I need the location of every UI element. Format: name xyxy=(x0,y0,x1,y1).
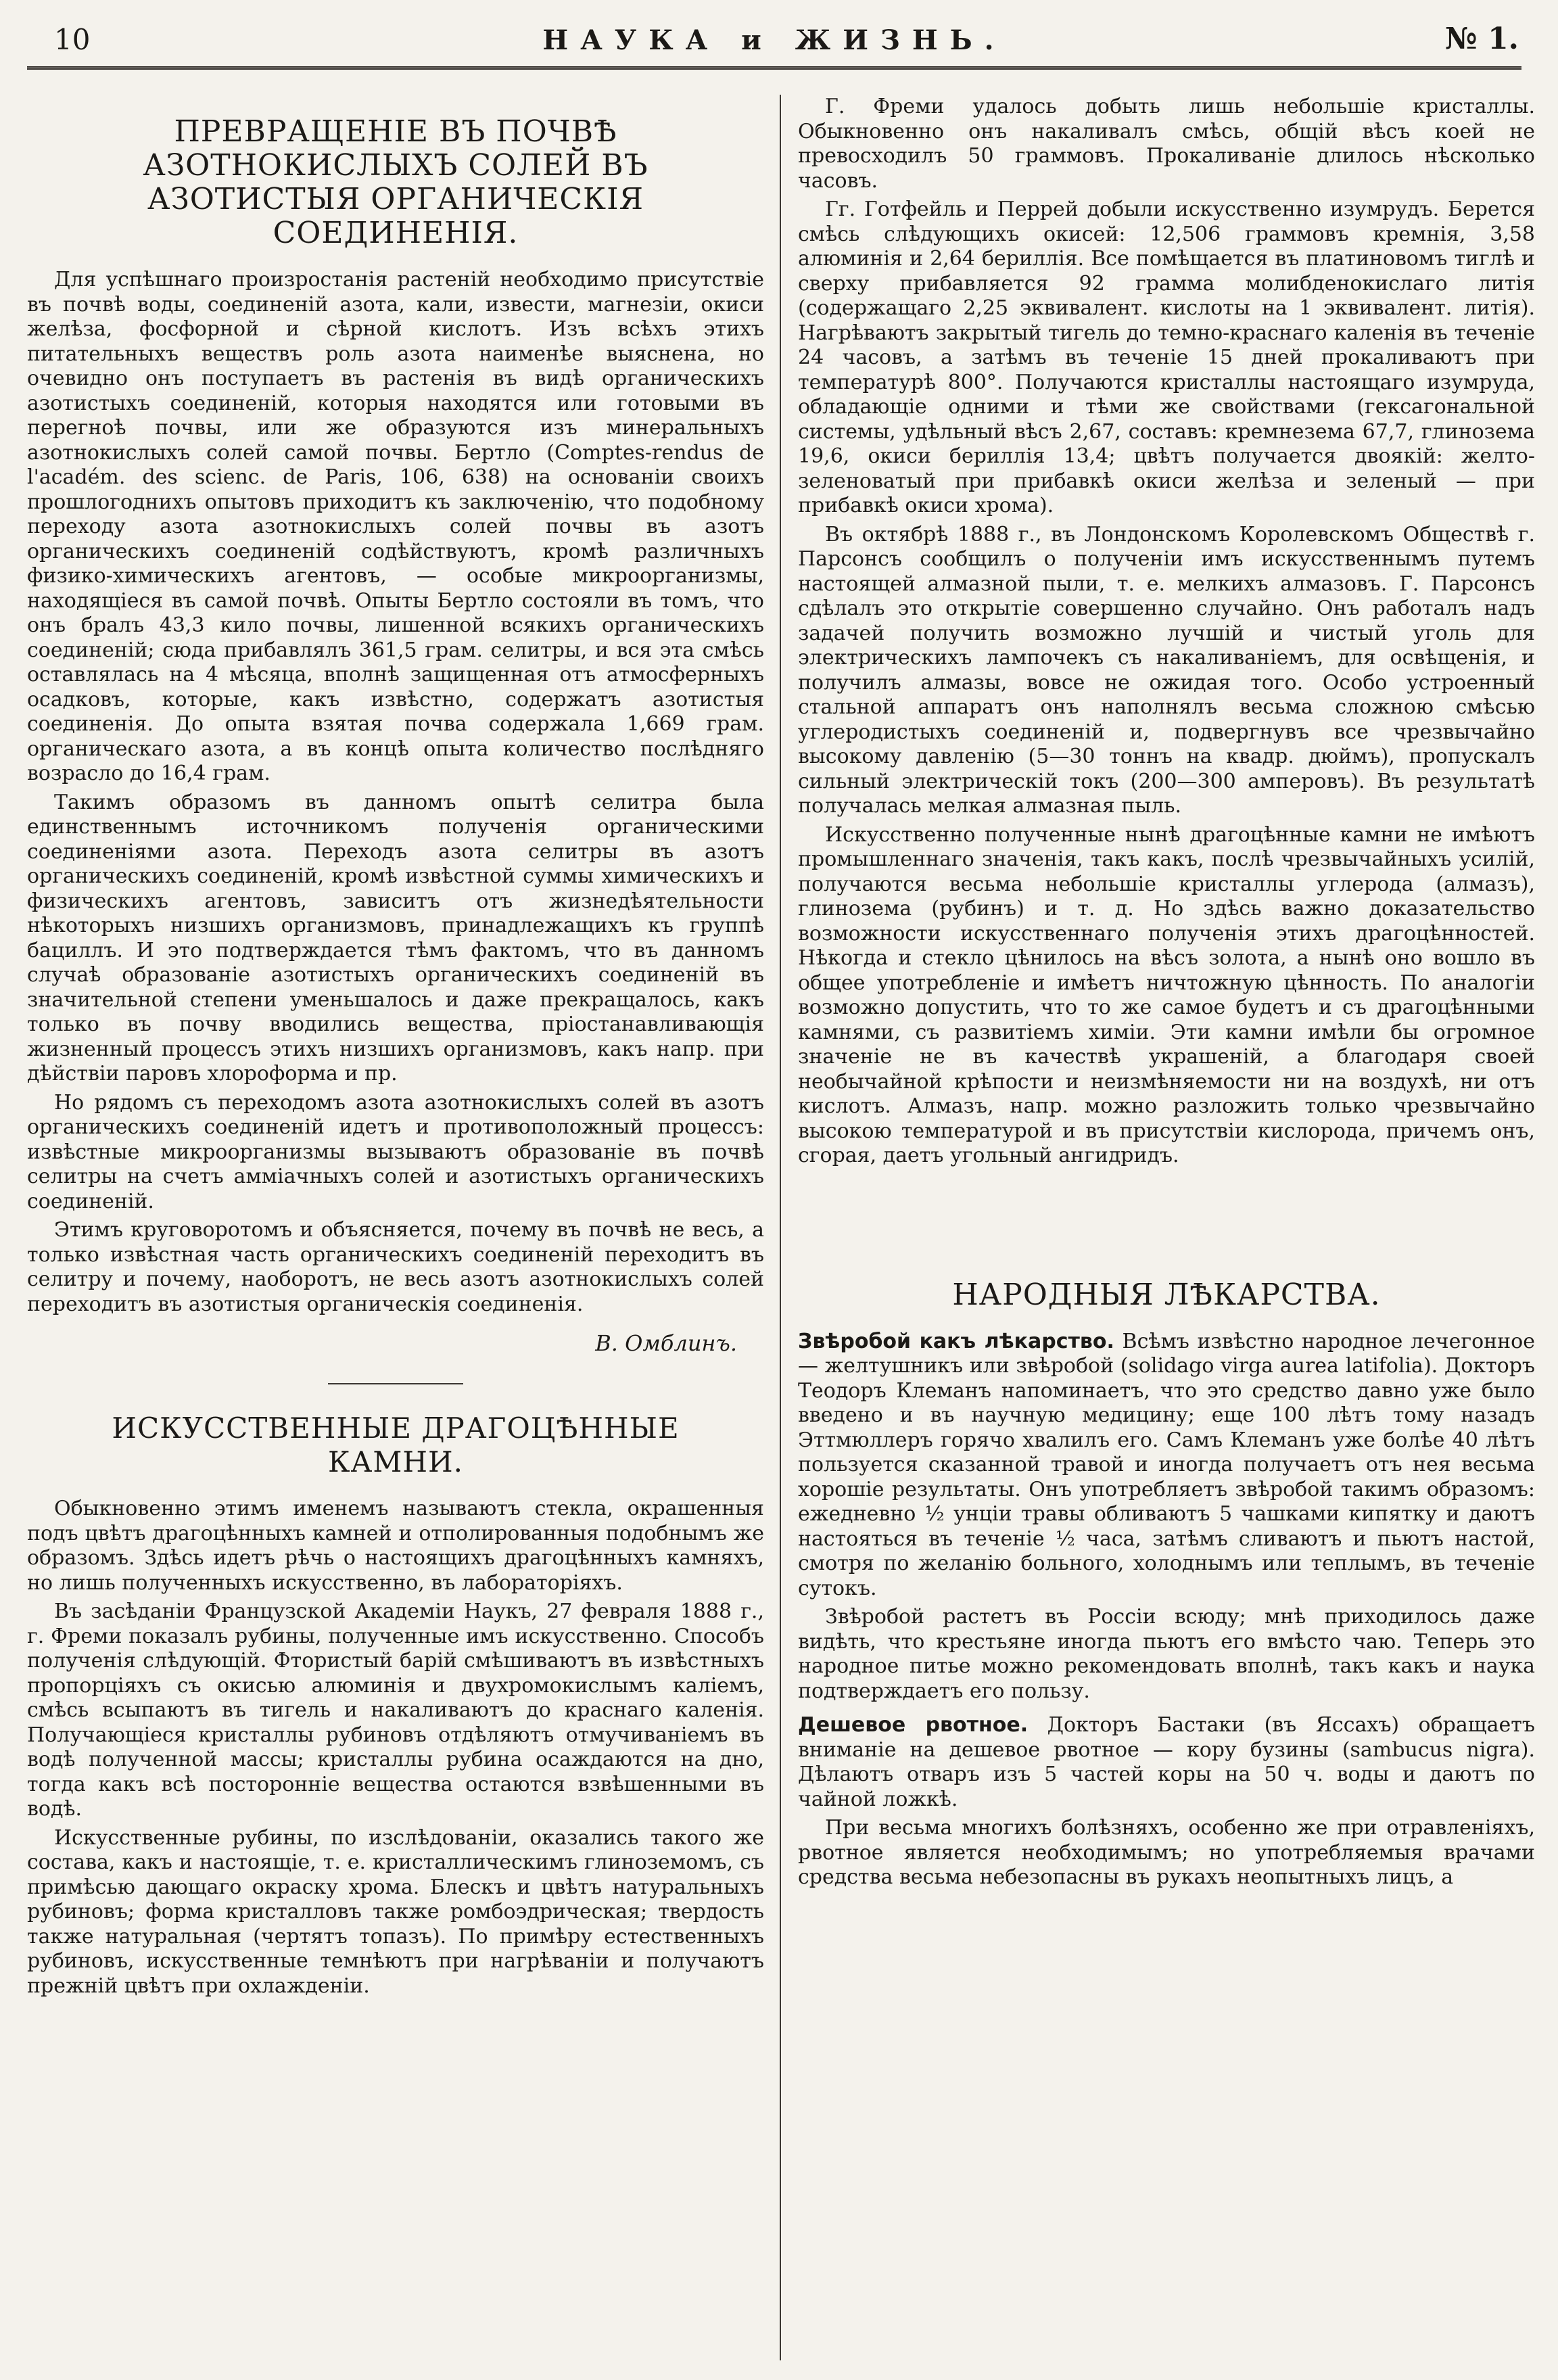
journal-title: НАУКА и ЖИЗНЬ. xyxy=(542,24,1006,56)
right-column xyxy=(798,95,1535,2354)
article-paragraph: При весьма многихъ болѣзняхъ, особенно же при отравленіяхъ, рвотное является необходимымъ; но употребляемыя врачами средства весьма небезопасны въ рукахъ неопытныхъ лицъ, а xyxy=(798,1816,1535,1889)
article-paragraph: Этимъ круговоротомъ и объясняется, почему въ почвѣ не весь, а только извѣстная часть органическихъ соединеній переходитъ въ селитру и почему, наоборотъ, не весь азотъ азотнокислыхъ солей переходитъ въ азотистыя органическія соединенія. xyxy=(27,1218,764,1316)
remedy-text: Докторъ Бастаки (въ Яссахъ) обращаетъ вниманіе на дешевое рвотное — кору бузины (sambucus nigra). Дѣлаютъ отваръ изъ 5 частей коры на 50 ч. воды и даютъ по чайной ложкѣ. xyxy=(798,1713,1535,1811)
article-paragraph: Такимъ образомъ въ данномъ опытѣ селитра была единственнымъ источникомъ полученія органическими соединеніями азота. Переходъ азота селитры въ азотъ органическихъ соединеній, кромѣ извѣстной суммы химическихъ и физическихъ агентовъ, зависитъ отъ жизнедѣятельности нѣкоторыхъ низшихъ организмовъ, принадлежащихъ къ группѣ бациллъ. И это подтверждается тѣмъ фактомъ, что въ данномъ случаѣ образованіе азотистыхъ органическихъ соединеній въ значительной степени уменьшалось и даже прекращалось, какъ только въ почву вводились вещества, пріостанавливающія жизненный процессъ этихъ низшихъ организмовъ, какъ напр. при дѣйствіи паровъ хлороформа и пр. xyxy=(27,790,764,1086)
article-paragraph: Въ засѣданіи Французской Академіи Наукъ, 27 февраля 1888 г., г. Фреми показалъ рубины, полученные имъ искусственно. Способъ полученія слѣдующій. Фтористый барій смѣшиваютъ въ извѣстныхъ пропорціяхъ съ окисью алюминія и двухромокислымъ каліемъ, смѣсь всыпаютъ въ тигель и накаливаютъ до краснаго каленія. Получающіеся кристаллы рубиновъ отдѣляютъ отмучиваніемъ въ водѣ полученной массы; кристаллы рубина осаждаются на дно, тогда какъ всѣ посторонніе вещества остаются взвѣшенными въ водѣ. xyxy=(27,1600,764,1821)
left-column xyxy=(27,101,764,2360)
issue-number: № 1. xyxy=(1444,22,1519,56)
article-paragraph: Но рядомъ съ переходомъ азота азотнокислыхъ солей въ азотъ органическихъ соединеній идетъ и противоположный процессъ: извѣстные микроорганизмы вызываютъ образованіе въ почвѣ селитры на счетъ амміачныхъ солей и азотистыхъ органическихъ соединеній. xyxy=(27,1090,764,1213)
column-divider xyxy=(780,95,781,2360)
article-title-remedies: НАРОДНЫЯ ЛѢКАРСТВА. xyxy=(952,1277,1381,1312)
article-paragraph: Гг. Готфейль и Перрей добыли искусственно изумрудъ. Берется смѣсь слѣдующихъ окисей: 12,506 граммовъ кремнія, 3,58 алюминія и 2,64 бериллія. Все помѣщается въ платиновомъ тиглѣ и сверху прибавляется 92 грамма молибденокислаго литія (содержащаго 2,25 эквивалент. кислоты на 1 эквивалент. литія). Нагрѣваютъ закрытый тигель до темно-краснаго каленія въ теченіе 24 часовъ, а затѣмъ въ теченіе 15 дней прокаливаютъ при температурѣ 800°. Получаются кристаллы настоящаго изумруда, обладающіе одними и тѣми же свойствами (гексагональной системы, удѣльный вѣсъ 2,67, составъ: кремнезема 67,7, глинозема 19,6, окиси бериллія 13,4; цвѣтъ получается двоякій: желто-зеленоватый при прибавкѣ окиси желѣза и зеленый — при прибавкѣ окиси хрома). xyxy=(798,197,1535,517)
section-divider xyxy=(328,1383,463,1384)
article-paragraph: Для успѣшнаго произростанія растеній необходимо присутствіе въ почвѣ воды, соединеній азота, кали, извести, магнезіи, окиси желѣза, фосфорной и сѣрной кислотъ. Изъ всѣхъ этихъ питательныхъ веществъ роль азота наименѣе выяснена, но очевидно онъ поступаетъ въ растенія въ видѣ органическихъ азотистыхъ соединеній, которыя находятся или готовыми въ перегноѣ почвы, или же образуются изъ минеральныхъ азотнокислыхъ солей самой почвы. Бертло (Comptes-rendus de l'académ. des scienc. de Paris, 106, 638) на основаніи своихъ прошлогоднихъ опытовъ приходитъ къ заключенію, что подобному переходу азота азотнокислыхъ солей почвы въ азотъ органическихъ соединеній содѣйствуютъ, кромѣ различныхъ физико-химическихъ агентовъ, — особые микроорганизмы, находящіеся въ самой почвѣ. Опыты Бертло состояли въ томъ, что онъ бралъ 43,3 кило почвы, лишенной всякихъ органическихъ соединеній; сюда прибавлялъ 361,5 грам. селитры, и вся эта смѣсь оставлялась на 4 мѣсяца, вполнѣ защищенная отъ атмосферныхъ осадковъ, которые, какъ извѣстно, содержатъ азотистыя соединенія. До опыта взятая почва содержала 1,669 грам. органическаго азота, а въ концѣ опыта количество послѣдняго возрасло до 16,4 грам. xyxy=(27,268,764,785)
remedy-text: Всѣмъ извѣстно народное лечегонное — желтушникъ или звѣробой (solidago virga aurea latifolia). Докторъ Теодоръ Клеманъ напоминаетъ, что это средство давно уже было введено и въ научную медицину; еще 100 лѣтъ тому назадъ Эттмюллеръ горячо хвалилъ его. Самъ Клеманъ уже болѣе 40 лѣтъ пользуется сказанной травой и иногда получаетъ отъ нея весьма хорошіе результаты. Онъ употребляетъ звѣробой такимъ образомъ: ежедневно ½ унціи травы обливаютъ 5 чашками кипятку и даютъ настояться въ теченіе ½ часа, затѣмъ сливаютъ и пьютъ настой, смотря по желанію больного, холоднымъ или теплымъ, въ теченіе сутокъ. xyxy=(798,1329,1535,1600)
article-paragraph: Искусственные рубины, по изслѣдованіи, оказались такого же состава, какъ и настоящіе, т. е. кристаллическимъ глиноземомъ, съ примѣсью дающаго окраску хрома. Блескъ и цвѣтъ натуральныхъ рубиновъ; форма кристалловъ также ромбоэдрическая; твердость также натуральная (чертятъ топазъ). По примѣру естественныхъ рубиновъ, искусственные темнѣютъ при нагрѣваніи и получаютъ прежній цвѣтъ при охлажденіи. xyxy=(27,1825,764,1998)
remedy-heading: Дешевое рвотное. xyxy=(798,1713,1029,1737)
remedy-heading: Звѣробой какъ лѣкарство. xyxy=(798,1329,1114,1353)
page-header xyxy=(27,19,1521,70)
article-paragraph: Звѣробой растетъ въ Россіи всюду; мнѣ приходилось даже видѣть, что крестьяне иногда пьютъ его вмѣсто чаю. Теперь это народное питье можно рекомендовать вполнѣ, такъ какъ и наука подтверждаетъ его пользу. xyxy=(798,1605,1535,1703)
article-paragraph: Въ октябрѣ 1888 г., въ Лондонскомъ Королевскомъ Обществѣ г. Парсонсъ сообщилъ о полученіи имъ искусственнымъ путемъ настоящей алмазной пыли, т. е. мелкихъ алмазовъ. Г. Парсонсъ сдѣлалъ это открытіе совершенно случайно. Онъ работалъ надъ задачей получить возможно лучшій и чистый уголь для электрическихъ лампочекъ съ накаливаніемъ, для освѣщенія, и получилъ алмазы, вовсе не ожидая того. Особо устроенный стальной аппаратъ онъ наполнялъ весьма сложною смѣсью углеродистыхъ соединеній и, подвергнувъ все чрезвычайно высокому давленію (5—30 тоннъ на квадр. дюймъ), пропускалъ сильный электрическій токъ (200—300 амперовъ). Въ результатѣ получалась мелкая алмазная пыль. xyxy=(798,522,1535,818)
remedy-entry xyxy=(798,1713,1535,1812)
article-title-gems: ИСКУССТВЕННЫЕ ДРАГОЦѢННЫЕ КАМНИ. xyxy=(112,1411,680,1478)
article-paragraph: Искусственно полученные нынѣ драгоцѣнные камни не имѣютъ промышленнаго значенія, такъ какъ, послѣ чрезвычайныхъ усилій, получаются весьма небольшіе кристаллы углерода (алмазъ), глинозема (рубинъ) и т. д. Но здѣсь важно доказательство возможности искусственнаго полученія этихъ драгоцѣнностей. Нѣкогда и стекло цѣнилось на вѣсъ золота, а нынѣ оно вошло въ общее употребленіе и имѣетъ ничтожную цѣнность. По аналогіи возможно допустить, что то же самое будетъ и съ драгоцѣнными камнями, съ развитіемъ химіи. Эти камни имѣли бы огромное значеніе не въ качествѣ украшеній, а благодаря своей необычайной крѣпости и неизмѣняемости ни на воздухѣ, ни отъ кислотъ. Алмазъ, напр. можно разложить только чрезвычайно высокою температурой и въ присутствіи кислорода, причемъ онъ, сгорая, даетъ угольный ангидридъ. xyxy=(798,822,1535,1167)
page-number: 10 xyxy=(54,23,91,56)
article-paragraph: Обыкновенно этимъ именемъ называютъ стекла, окрашенныя подъ цвѣтъ драгоцѣнныхъ камней и отполированныя подобнымъ же образомъ. Здѣсь идетъ рѣчь о настоящихъ драгоцѣнныхъ камняхъ, но лишь полученныхъ искусственно, въ лабораторіяхъ. xyxy=(27,1497,764,1595)
author-signature: В. Омблинъ. xyxy=(595,1330,737,1356)
remedy-entry xyxy=(798,1330,1535,1602)
article-paragraph: Г. Фреми удалось добыть лишь небольшіе кристаллы. Обыкновенно онъ накаливалъ смѣсь, общій вѣсъ коей не превосходилъ 50 граммовъ. Прокаливаніе длилось нѣсколько часовъ. xyxy=(798,95,1535,193)
section-spacer xyxy=(798,1173,1535,1254)
article-title-nitrogen: ПРЕВРАЩЕНІЕ ВЪ ПОЧВѢ АЗОТНОКИСЛЫХЪ СОЛЕЙ ВЪ АЗОТИСТЫЯ ОРГАНИЧЕСКІЯ СОЕДИНЕНІЯ. xyxy=(143,114,648,250)
